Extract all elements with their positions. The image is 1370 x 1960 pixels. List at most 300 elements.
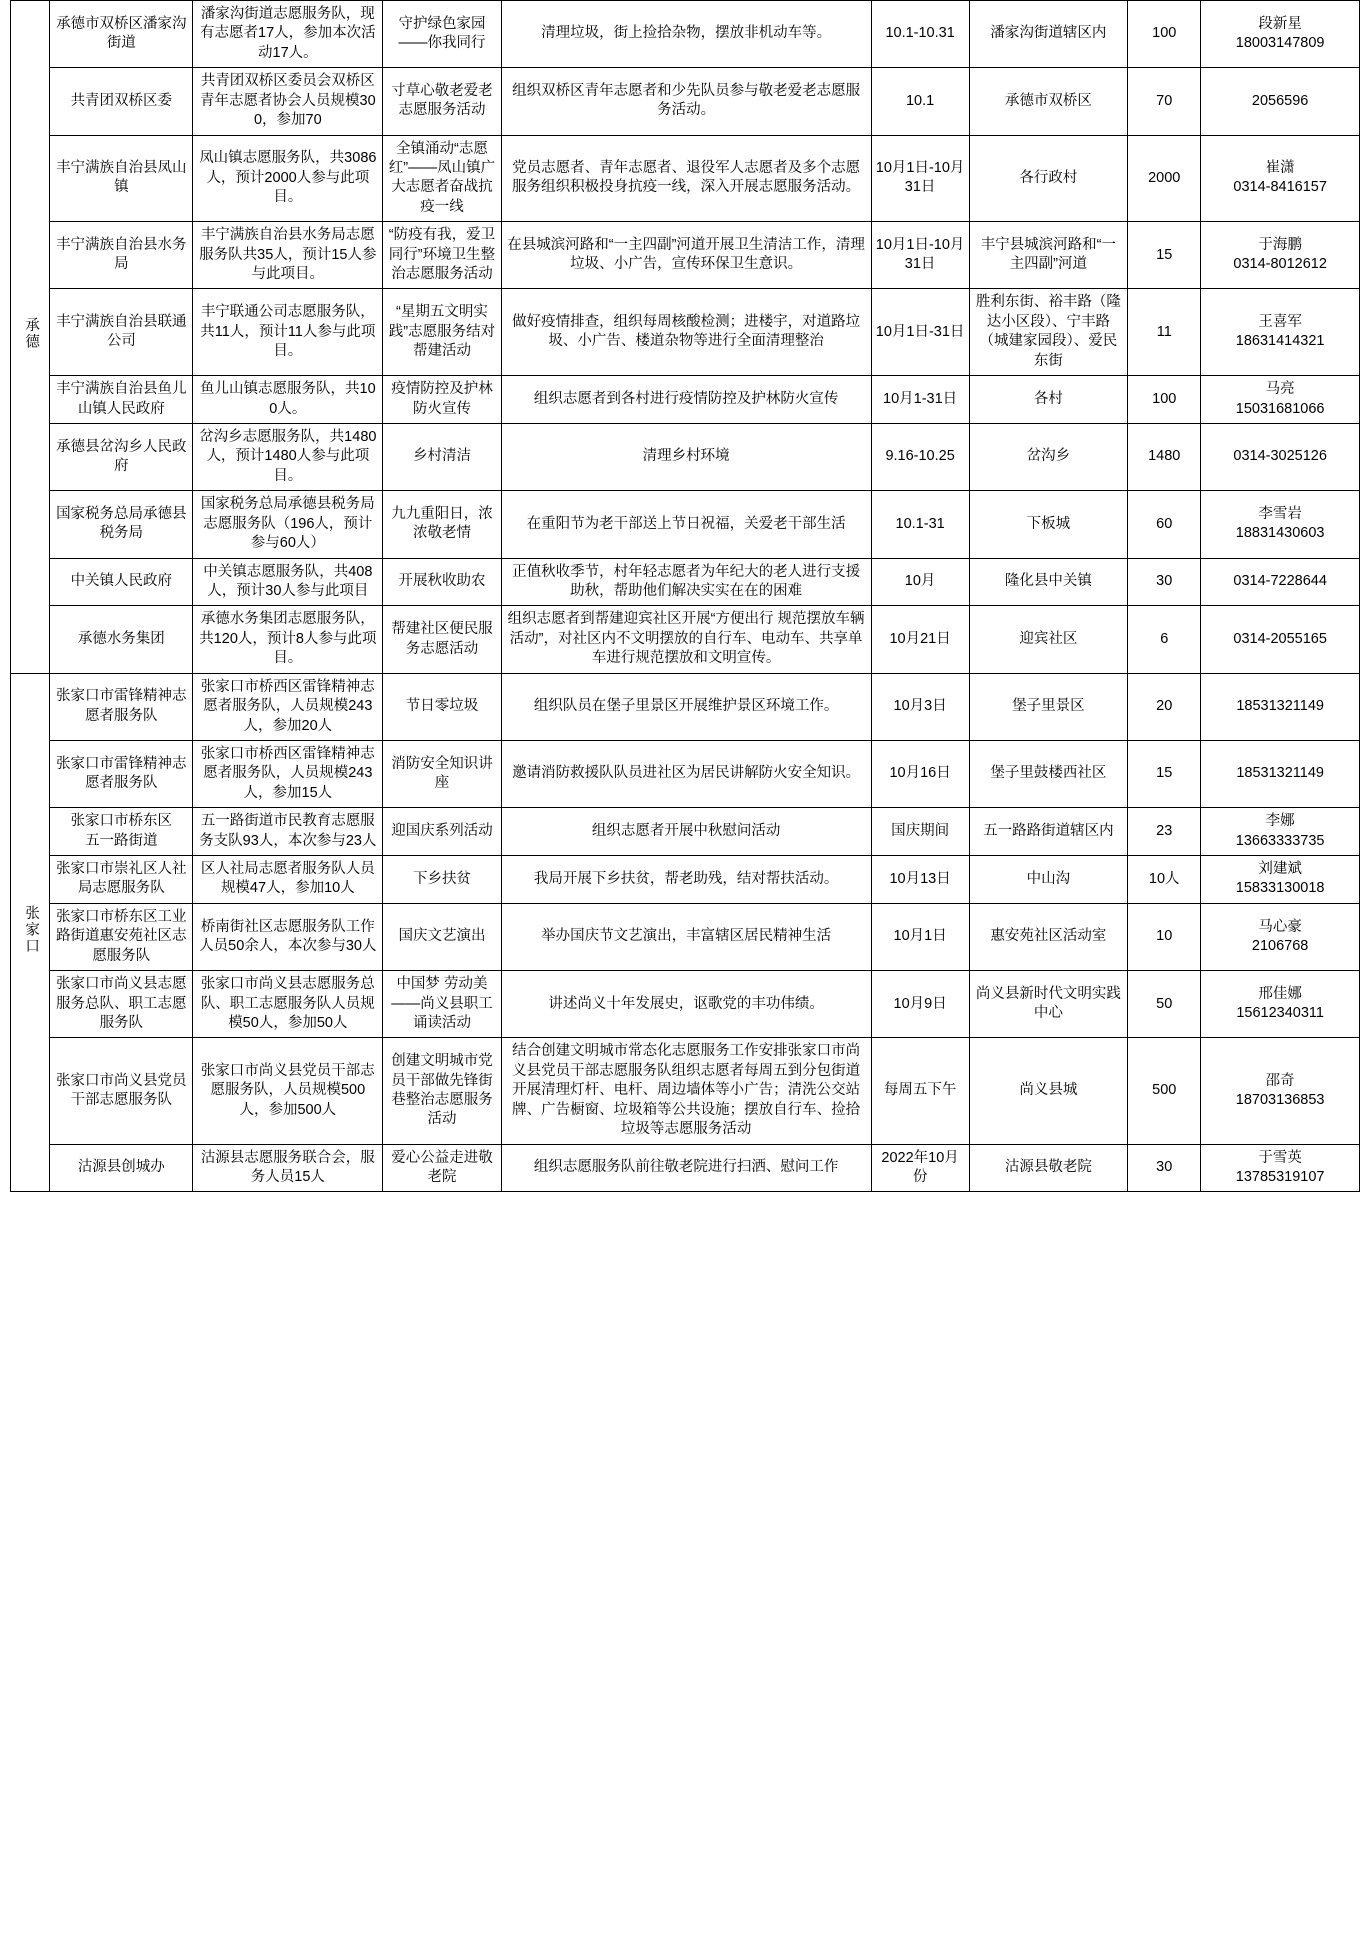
cell-activity-place	[969, 808, 1128, 856]
cell-activity-name-text: 疫情防控及护林防火宣传	[391, 381, 493, 417]
cell-activity-name-text: 全镇涌动“志愿红”——凤山镇广大志愿者奋战抗疫一线	[388, 140, 496, 215]
cell-activity-place-text: 堡子里鼓楼西社区	[990, 765, 1107, 782]
cell-contact-text: 王喜军 18631414321	[1235, 313, 1325, 350]
cell-contact-text: 崔潇 0314-8416157	[1233, 159, 1327, 196]
cell-team	[193, 606, 383, 673]
cell-activity-place	[969, 289, 1128, 376]
table-row	[11, 491, 1360, 558]
cell-activity-place	[969, 376, 1128, 424]
cell-activity-time-text: 10月1-31日	[883, 390, 958, 407]
table-row	[11, 971, 1360, 1038]
cell-organization-text: 张家口市崇礼区人社局志愿服务队	[56, 861, 187, 897]
cell-team	[193, 222, 383, 289]
cell-participant-count	[1128, 971, 1201, 1038]
cell-organization	[50, 135, 193, 222]
cell-organization-text: 承德水务集团	[77, 630, 165, 647]
region-group-label: 张家口	[23, 904, 40, 955]
table-row	[11, 376, 1360, 424]
cell-contact-text: 0314-3025126	[1233, 448, 1327, 465]
cell-participant-count	[1128, 808, 1201, 856]
region-group-cell	[11, 1, 50, 674]
cell-activity-name-text: 国庆文艺演出	[398, 928, 486, 945]
cell-activity-name-text: 守护绿色家园——你我同行	[398, 15, 486, 52]
cell-activity-place-text: 中山沟	[1026, 870, 1071, 887]
cell-contact-text: 0314-2055165	[1233, 630, 1327, 647]
cell-contact-text: 李娜 13663333735	[1235, 813, 1325, 849]
cell-contact-text: 邵奇 18703136853	[1235, 1072, 1325, 1108]
cell-contact	[1201, 1144, 1360, 1192]
table-row	[11, 289, 1360, 376]
cell-activity-name	[383, 424, 501, 491]
cell-team-text: 五一路街道市民教育志愿服务支队93人，本次参与23人	[199, 813, 377, 849]
cell-contact-text: 于海鹏 0314-8012612	[1233, 236, 1327, 273]
cell-activity-place	[969, 971, 1128, 1038]
cell-organization	[50, 558, 193, 606]
cell-activity-name	[383, 971, 501, 1038]
cell-activity-time-text: 10月9日	[893, 995, 947, 1012]
cell-organization-text: 张家口市桥东区工业路街道惠安苑社区志愿服务队	[56, 908, 187, 964]
cell-activity-place-text: 下板城	[1026, 515, 1071, 532]
cell-team	[193, 856, 383, 904]
cell-contact	[1201, 491, 1360, 558]
cell-activity-name	[383, 135, 501, 222]
cell-organization	[50, 1, 193, 68]
cell-organization-text: 张家口市桥东区 五一路街道	[70, 813, 173, 849]
table-row	[11, 673, 1360, 740]
cell-participant-count	[1128, 1144, 1201, 1192]
cell-contact	[1201, 135, 1360, 222]
cell-organization-text: 张家口市尚义县志愿服务总队、职工志愿服务队	[56, 976, 187, 1031]
cell-participant-count-text: 70	[1156, 92, 1173, 109]
cell-activity-desc	[501, 606, 871, 673]
cell-contact-text: 邢佳娜 15612340311	[1236, 985, 1324, 1022]
table-row	[11, 222, 1360, 289]
cell-activity-place-text: 岔沟乡	[1026, 448, 1071, 465]
cell-activity-name	[383, 68, 501, 135]
cell-activity-place	[969, 68, 1128, 135]
cell-participant-count-text: 30	[1156, 573, 1173, 590]
cell-activity-time-text: 2022年10月份	[881, 1149, 959, 1185]
cell-participant-count-text: 1480	[1148, 448, 1181, 465]
cell-activity-desc-text: 我局开展下乡扶贫，帮老助残，结对帮扶活动。	[533, 870, 839, 887]
cell-participant-count	[1128, 424, 1201, 491]
cell-activity-time	[871, 1144, 969, 1192]
cell-team	[193, 289, 383, 376]
table-row	[11, 558, 1360, 606]
cell-activity-place-text: 五一路路街道辖区内	[983, 822, 1114, 839]
cell-activity-name	[383, 289, 501, 376]
cell-team-text: 张家口市尚义县志愿服务总队、职工志愿服务队人员规模50人，参加50人	[200, 976, 375, 1031]
cell-activity-name	[383, 1144, 501, 1192]
cell-team-text: 承德水务集团志愿服务队，共120人，预计8人参与此项目。	[199, 611, 377, 667]
cell-team	[193, 971, 383, 1038]
cell-contact	[1201, 1, 1360, 68]
cell-activity-desc	[501, 135, 871, 222]
cell-activity-desc	[501, 808, 871, 856]
cell-organization-text: 张家口市尚义县党员干部志愿服务队	[56, 1072, 187, 1108]
cell-activity-time	[871, 856, 969, 904]
cell-activity-name-text: 帮建社区便民服务志愿活动	[391, 621, 493, 657]
table-row	[11, 424, 1360, 491]
cell-participant-count-text: 10人	[1148, 870, 1180, 887]
cell-organization	[50, 903, 193, 970]
cell-activity-desc	[501, 1038, 871, 1144]
cell-participant-count	[1128, 1, 1201, 68]
volunteer-activity-table	[10, 0, 1360, 1192]
cell-activity-name-text: 开展秋收助农	[398, 573, 486, 590]
cell-activity-name-text: 下乡扶贫	[412, 870, 471, 887]
cell-organization-text: 共青团双桥区委	[70, 92, 173, 109]
cell-activity-place	[969, 740, 1128, 807]
cell-activity-name-text: 乡村清洁	[412, 448, 471, 465]
table-row	[11, 135, 1360, 222]
cell-activity-desc	[501, 424, 871, 491]
cell-participant-count-text: 60	[1156, 515, 1173, 532]
cell-activity-place	[969, 558, 1128, 606]
cell-contact	[1201, 740, 1360, 807]
cell-activity-time	[871, 740, 969, 807]
cell-participant-count-text: 100	[1152, 390, 1177, 407]
cell-activity-desc-text: 组织志愿者开展中秋慰问活动	[591, 822, 781, 839]
table-row	[11, 606, 1360, 673]
cell-team-text: 国家税务总局承德县税务局志愿服务队（196人，预计参与60人）	[200, 496, 375, 552]
cell-participant-count-text: 500	[1152, 1082, 1177, 1099]
cell-contact	[1201, 808, 1360, 856]
cell-activity-name	[383, 903, 501, 970]
cell-contact-text: 18531321149	[1236, 698, 1324, 715]
cell-activity-time	[871, 606, 969, 673]
cell-activity-desc-text: 组织队员在堡子里景区开展维护景区环境工作。	[533, 698, 839, 715]
cell-activity-time-text: 每周五下午	[883, 1082, 957, 1099]
cell-activity-name	[383, 222, 501, 289]
cell-activity-desc	[501, 856, 871, 904]
cell-activity-desc	[501, 971, 871, 1038]
cell-activity-time-text: 10月21日	[889, 630, 951, 647]
cell-organization-text: 承德县岔沟乡人民政府	[56, 438, 187, 475]
cell-organization	[50, 1038, 193, 1144]
cell-contact	[1201, 856, 1360, 904]
cell-activity-place	[969, 606, 1128, 673]
cell-activity-place-text: 隆化县中关镇	[1004, 573, 1092, 590]
cell-participant-count	[1128, 673, 1201, 740]
cell-activity-desc-text: 组织双桥区青年志愿者和少先队员参与敬老爱老志愿服务活动。	[512, 82, 861, 119]
cell-team	[193, 740, 383, 807]
cell-activity-name	[383, 1038, 501, 1144]
cell-team	[193, 558, 383, 606]
cell-participant-count-text: 6	[1160, 630, 1169, 647]
cell-participant-count	[1128, 903, 1201, 970]
cell-activity-desc	[501, 673, 871, 740]
cell-activity-name-text: 节日零垃圾	[405, 698, 479, 715]
cell-team-text: 丰宁联通公司志愿服务队，共11人，预计11人参与此项目。	[200, 304, 376, 360]
cell-team-text: 岔沟乡志愿服务队，共1480人，预计1480人参与此项目。	[199, 429, 377, 484]
cell-participant-count-text: 2000	[1148, 169, 1181, 186]
cell-activity-name-text: 中国梦 劳动美——尚义县职工诵读活动	[391, 976, 493, 1031]
cell-activity-time	[871, 424, 969, 491]
cell-participant-count	[1128, 491, 1201, 558]
cell-activity-place	[969, 222, 1128, 289]
cell-activity-time	[871, 673, 969, 740]
cell-participant-count-text: 20	[1156, 698, 1173, 715]
cell-activity-desc-text: 组织志愿者到帮建迎宾社区开展“方便出行 规范摆放车辆活动”，对社区内不文明摆放的自行车、电动车、共享单车进行规范摆放和文明宣传。	[507, 611, 865, 667]
cell-activity-time-text: 10.1-10.31	[885, 25, 955, 42]
cell-contact	[1201, 558, 1360, 606]
cell-activity-place-text: 沽源县敬老院	[1004, 1159, 1092, 1176]
cell-participant-count	[1128, 606, 1201, 673]
cell-participant-count	[1128, 376, 1201, 424]
table-row	[11, 1144, 1360, 1192]
cell-activity-name	[383, 1, 501, 68]
cell-activity-name	[383, 376, 501, 424]
cell-activity-name-text: 九九重阳日，浓浓敬老情	[391, 505, 493, 542]
cell-activity-place-text: 尚义县城	[1019, 1082, 1078, 1099]
table-row	[11, 68, 1360, 135]
table-row	[11, 856, 1360, 904]
cell-activity-place-text: 潘家沟街道辖区内	[990, 25, 1107, 42]
cell-organization-text: 沽源县创城办	[77, 1159, 165, 1176]
cell-activity-place	[969, 673, 1128, 740]
cell-contact	[1201, 1038, 1360, 1144]
cell-activity-name	[383, 491, 501, 558]
cell-participant-count	[1128, 558, 1201, 606]
cell-organization-text: 丰宁满族自治县联通公司	[56, 313, 187, 350]
cell-team-text: 张家口市桥西区雷锋精神志愿者服务队，人员规模243人，参加20人	[200, 678, 375, 734]
table-row	[11, 903, 1360, 970]
cell-team-text: 张家口市桥西区雷锋精神志愿者服务队，人员规模243人，参加15人	[200, 745, 375, 801]
cell-activity-place-text: 各村	[1033, 390, 1063, 407]
cell-activity-time	[871, 68, 969, 135]
cell-activity-time-text: 10.1	[905, 92, 935, 109]
cell-organization-text: 承德市双桥区潘家沟街道	[56, 15, 187, 52]
cell-activity-name-text: 迎国庆系列活动	[391, 822, 493, 839]
cell-activity-place	[969, 1038, 1128, 1144]
cell-team	[193, 376, 383, 424]
cell-activity-time-text: 10月3日	[893, 698, 947, 715]
cell-organization	[50, 971, 193, 1038]
cell-team	[193, 1144, 383, 1192]
cell-organization-text: 丰宁满族自治县鱼儿山镇人民政府	[56, 381, 187, 417]
cell-organization-text: 丰宁满族自治县水务局	[56, 236, 187, 273]
cell-team-text: 张家口市尚义县党员干部志愿服务队，人员规模500人，参加500人	[200, 1062, 375, 1118]
cell-activity-time-text: 10月1日-10月31日	[875, 236, 965, 273]
table-row	[11, 1, 1360, 68]
cell-activity-time-text: 10月16日	[889, 765, 951, 782]
cell-team-text: 共青团双桥区委员会双桥区青年志愿者协会人员规模300，参加70	[200, 73, 376, 129]
cell-participant-count	[1128, 222, 1201, 289]
cell-contact	[1201, 903, 1360, 970]
cell-activity-place	[969, 1, 1128, 68]
cell-organization	[50, 289, 193, 376]
cell-activity-desc	[501, 289, 871, 376]
table-row	[11, 808, 1360, 856]
cell-organization	[50, 673, 193, 740]
cell-activity-name-text: 寸草心敬老爱老志愿服务活动	[391, 82, 493, 119]
cell-activity-desc	[501, 740, 871, 807]
cell-team	[193, 68, 383, 135]
cell-activity-desc-text: 结合创建文明城市常态化志愿服务工作安排张家口市尚义县党员干部志愿服务队组织志愿者每周五到分包街道开展清理灯杆、电杆、周边墙体等小广告；清洗公交站牌、广告橱窗、垃圾箱等公共设施；摆放自行车、捡拾垃圾等志愿服务活动	[512, 1043, 861, 1138]
cell-participant-count-text: 23	[1156, 822, 1173, 839]
cell-activity-desc-text: 党员志愿者、青年志愿者、退役军人志愿者及多个志愿服务组织积极投身抗疫一线，深入开展志愿服务活动。	[512, 159, 861, 196]
cell-activity-time	[871, 222, 969, 289]
cell-activity-name	[383, 606, 501, 673]
cell-organization	[50, 491, 193, 558]
cell-activity-desc-text: 组织志愿服务队前往敬老院进行扫洒、慰问工作	[533, 1159, 839, 1176]
cell-activity-place-text: 承德市双桥区	[1004, 92, 1092, 109]
cell-contact-text: 段新星 18003147809	[1235, 15, 1325, 52]
cell-team	[193, 673, 383, 740]
cell-team	[193, 424, 383, 491]
cell-participant-count-text: 50	[1156, 995, 1173, 1012]
region-group-label: 承德	[23, 317, 40, 351]
cell-contact-text: 马心豪 2106768	[1251, 918, 1309, 954]
cell-participant-count-text: 11	[1156, 323, 1172, 340]
cell-organization	[50, 68, 193, 135]
cell-participant-count-text: 15	[1156, 765, 1173, 782]
cell-participant-count	[1128, 289, 1201, 376]
cell-activity-name	[383, 740, 501, 807]
cell-organization-text: 张家口市雷锋精神志愿者服务队	[56, 688, 187, 724]
cell-activity-name	[383, 856, 501, 904]
cell-organization	[50, 606, 193, 673]
cell-activity-desc-text: 组织志愿者到各村进行疫情防控及护林防火宣传	[533, 390, 839, 407]
cell-activity-time	[871, 135, 969, 222]
cell-contact-text: 刘建斌 15833130018	[1235, 861, 1325, 897]
cell-activity-name-text: “星期五文明实践”志愿服务结对帮建活动	[388, 304, 496, 360]
cell-team-text: 沽源县志愿服务联合会，服务人员15人	[200, 1149, 375, 1185]
cell-team-text: 凤山镇志愿服务队，共3086人，预计2000人参与此项目。	[199, 150, 377, 206]
cell-activity-desc-text: 讲述尚义十年发展史，讴歌党的丰功伟绩。	[548, 995, 824, 1012]
cell-activity-time-text: 国庆期间	[891, 822, 950, 839]
cell-participant-count	[1128, 68, 1201, 135]
cell-contact-text: 马亮 15031681066	[1235, 381, 1325, 417]
cell-activity-desc	[501, 222, 871, 289]
cell-activity-desc-text: 做好疫情排查，组织每周核酸检测；进楼宇，对道路垃圾、小广告、楼道杂物等进行全面清理整治	[512, 313, 861, 350]
cell-activity-desc	[501, 68, 871, 135]
cell-activity-place	[969, 903, 1128, 970]
cell-team	[193, 1, 383, 68]
cell-participant-count	[1128, 1038, 1201, 1144]
cell-activity-time-text: 10月1日	[893, 928, 947, 945]
cell-team-text: 丰宁满族自治县水务局志愿服务队共35人，预计15人参与此项目。	[199, 227, 377, 283]
cell-activity-desc	[501, 558, 871, 606]
cell-activity-time-text: 10月1日-31日	[875, 323, 965, 340]
cell-organization-text: 国家税务总局承德县税务局	[56, 505, 187, 542]
cell-team-text: 鱼儿山镇志愿服务队，共100人。	[200, 381, 376, 417]
cell-team	[193, 903, 383, 970]
cell-activity-desc-text: 举办国庆节文艺演出，丰富辖区居民精神生活	[541, 928, 832, 945]
cell-participant-count-text: 100	[1152, 25, 1177, 42]
cell-activity-place-text: 各行政村	[1019, 169, 1078, 186]
cell-activity-time	[871, 558, 969, 606]
cell-contact	[1201, 68, 1360, 135]
cell-activity-time-text: 9.16-10.25	[885, 448, 955, 465]
cell-activity-time-text: 10月13日	[889, 870, 951, 887]
cell-team-text: 潘家沟街道志愿服务队，现有志愿者17人，参加本次活动17人。	[200, 6, 376, 61]
cell-contact-text: 于雪英 13785319107	[1235, 1149, 1325, 1185]
cell-activity-time	[871, 376, 969, 424]
cell-activity-name-text: 消防安全知识讲座	[391, 755, 493, 792]
cell-team	[193, 808, 383, 856]
cell-activity-desc-text: 正值秋收季节，村年轻志愿者为年纪大的老人进行支援助秋，帮助他们解决实实在在的困难	[512, 563, 861, 599]
cell-activity-name-text: 爱心公益走进敬老院	[391, 1149, 493, 1185]
cell-contact-text: 李雪岩 18831430603	[1235, 505, 1325, 542]
cell-activity-place-text: 尚义县新时代文明实践中心	[975, 985, 1121, 1022]
cell-activity-time-text: 10月1日-10月31日	[875, 159, 965, 196]
table-row	[11, 740, 1360, 807]
cell-activity-place-text: 迎宾社区	[1019, 630, 1078, 647]
cell-organization	[50, 222, 193, 289]
cell-contact-text: 2056596	[1251, 92, 1309, 109]
cell-contact	[1201, 606, 1360, 673]
cell-activity-desc-text: 清理乡村环境	[642, 448, 730, 465]
cell-activity-desc	[501, 491, 871, 558]
cell-activity-desc-text: 清理垃圾，街上捡拾杂物，摆放非机动车等。	[541, 25, 832, 42]
cell-activity-time	[871, 491, 969, 558]
cell-activity-desc-text: 邀请消防救援队队员进社区为居民讲解防火安全知识。	[512, 765, 861, 782]
cell-activity-time	[871, 903, 969, 970]
cell-team-text: 区人社局志愿者服务队人员规模47人，参加10人	[200, 861, 375, 897]
cell-participant-count	[1128, 740, 1201, 807]
cell-activity-place-text: 堡子里景区	[1012, 698, 1085, 715]
cell-organization	[50, 424, 193, 491]
region-group-cell	[11, 673, 50, 1192]
cell-team-text: 中关镇志愿服务队，共408人，预计30人参与此项目	[203, 563, 373, 599]
cell-activity-name-text: 创建文明城市党员干部做先锋街巷整治志愿服务活动	[391, 1053, 493, 1128]
cell-activity-place-text: 胜利东街、裕丰路（隆达小区段）、宁丰路（城建家园段）、爱民东街	[975, 294, 1121, 369]
cell-activity-time-text: 10月	[904, 573, 936, 590]
cell-activity-place	[969, 424, 1128, 491]
cell-activity-place-text: 丰宁县城滨河路和“一主四副”河道	[980, 236, 1117, 273]
cell-contact-text: 0314-7228644	[1233, 573, 1327, 590]
cell-organization-text: 丰宁满族自治县凤山镇	[56, 159, 187, 196]
cell-activity-place-text: 惠安苑社区活动室	[990, 928, 1107, 945]
cell-team	[193, 135, 383, 222]
cell-contact	[1201, 424, 1360, 491]
cell-participant-count-text: 30	[1156, 1159, 1173, 1176]
cell-activity-desc	[501, 903, 871, 970]
cell-participant-count-text: 10	[1156, 928, 1173, 945]
cell-contact	[1201, 971, 1360, 1038]
cell-activity-name	[383, 673, 501, 740]
cell-activity-desc	[501, 1, 871, 68]
cell-organization	[50, 808, 193, 856]
cell-activity-place	[969, 1144, 1128, 1192]
cell-activity-desc	[501, 376, 871, 424]
cell-team-text: 桥南街社区志愿服务队工作人员50余人，本次参与30人	[199, 918, 377, 954]
cell-team	[193, 491, 383, 558]
cell-activity-time	[871, 1, 969, 68]
cell-participant-count-text: 15	[1156, 246, 1173, 263]
cell-organization	[50, 1144, 193, 1192]
cell-activity-name-text: “防疫有我，爱卫同行”环境卫生整治志愿服务活动	[388, 227, 496, 283]
cell-organization	[50, 740, 193, 807]
table-row	[11, 1038, 1360, 1144]
cell-activity-name	[383, 808, 501, 856]
cell-contact	[1201, 376, 1360, 424]
cell-activity-name	[383, 558, 501, 606]
cell-participant-count	[1128, 856, 1201, 904]
cell-organization	[50, 856, 193, 904]
cell-activity-desc-text: 在县城滨河路和“一主四副”河道开展卫生清洁工作，清理垃圾、小广告，宣传环保卫生意识。	[507, 236, 865, 273]
cell-contact	[1201, 673, 1360, 740]
cell-team	[193, 1038, 383, 1144]
cell-activity-time	[871, 971, 969, 1038]
cell-contact-text: 18531321149	[1236, 765, 1324, 782]
cell-activity-place	[969, 135, 1128, 222]
cell-activity-desc	[501, 1144, 871, 1192]
cell-organization	[50, 376, 193, 424]
cell-activity-place	[969, 491, 1128, 558]
